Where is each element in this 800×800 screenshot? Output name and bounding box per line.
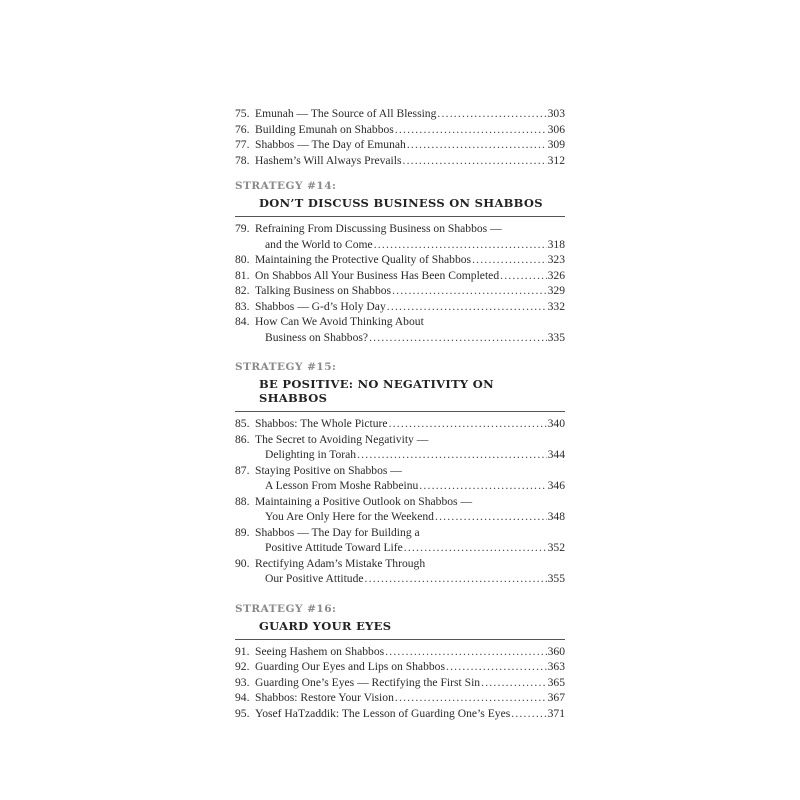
entry-line <box>255 509 565 525</box>
toc-entry <box>235 525 565 556</box>
strategy-label: STRATEGY #14: <box>235 180 337 192</box>
entry-line <box>255 314 565 330</box>
entry-title: The Secret to Avoiding Negativity — <box>255 432 429 446</box>
entry-line <box>255 525 565 541</box>
page-number: 318 <box>547 237 565 251</box>
section-divider <box>235 411 565 412</box>
entry-line <box>255 330 565 346</box>
entry-line <box>255 432 565 448</box>
section-title: DON’T DISCUSS BUSINESS ON SHABBOS <box>259 196 543 210</box>
entry-line <box>255 252 565 268</box>
toc-entry <box>235 268 565 284</box>
dot-leader <box>385 644 546 660</box>
toc-entry <box>235 659 565 675</box>
entry-number: 86. <box>235 432 250 446</box>
entry-line <box>255 556 565 572</box>
entry-title: Shabbos — The Day for Building a <box>255 525 420 539</box>
entry-body <box>255 137 565 153</box>
entry-body <box>255 525 565 556</box>
entry-number: 83. <box>235 299 250 313</box>
page-number: 303 <box>547 107 565 120</box>
entry-body <box>255 106 565 122</box>
page-number: 306 <box>547 122 565 136</box>
entry-body <box>255 463 565 494</box>
entry-title: Shabbos: The Whole Picture <box>255 417 388 430</box>
entry-number: 75. <box>235 107 250 120</box>
entry-body <box>255 644 565 660</box>
dot-leader <box>472 252 547 268</box>
entry-number: 90. <box>235 556 250 570</box>
entry-title: Guarding One’s Eyes — Rectifying the First Sin <box>255 675 481 689</box>
entry-title: On Shabbos All Your Business Has Been Completed <box>255 268 500 282</box>
entry-title: Emunah — The Source of All Blessing <box>255 107 437 120</box>
entry-number: 91. <box>235 644 250 658</box>
entry-number: 76. <box>235 122 250 136</box>
table-of-contents <box>235 106 565 721</box>
toc-entry <box>235 299 565 315</box>
entry-number: 78. <box>235 153 250 167</box>
entry-number: 95. <box>235 706 250 720</box>
entry-number: 93. <box>235 675 250 689</box>
entry-body <box>255 153 565 169</box>
entry-line <box>255 122 565 138</box>
page-number: 309 <box>547 138 565 151</box>
dot-leader <box>369 330 547 346</box>
toc-entry <box>235 494 565 525</box>
entry-title: How Can We Avoid Thinking About <box>255 315 424 328</box>
entry-body <box>255 556 565 587</box>
toc-entry <box>235 314 565 345</box>
page-number: 346 <box>547 479 565 492</box>
toc-entry <box>235 283 565 299</box>
page-number: 335 <box>547 330 565 344</box>
toc-section <box>235 106 565 168</box>
toc-section <box>235 361 565 587</box>
entry-line <box>255 237 565 253</box>
page-number: 323 <box>547 253 565 266</box>
dot-leader <box>389 416 547 432</box>
entry-title: Guarding Our Eyes and Lips on Shabbos <box>255 660 445 673</box>
toc-entry <box>235 252 565 268</box>
dot-leader <box>437 106 546 122</box>
entry-line <box>255 644 565 660</box>
dot-leader <box>395 122 547 138</box>
dot-leader <box>404 540 547 556</box>
entry-line <box>255 706 565 722</box>
entry-title: Positive Attitude Toward Life <box>265 541 403 554</box>
entry-number: 77. <box>235 138 250 151</box>
toc-entry <box>235 122 565 138</box>
section-divider <box>235 639 565 640</box>
entry-line <box>255 268 565 284</box>
entry-number: 88. <box>235 494 250 508</box>
entry-body <box>255 122 565 138</box>
entry-number: 81. <box>235 268 250 282</box>
entry-line <box>255 690 565 706</box>
section-title: GUARD YOUR EYES <box>259 618 392 633</box>
dot-leader <box>481 675 547 691</box>
entry-body <box>255 494 565 525</box>
dot-leader <box>419 478 546 494</box>
page-number: 326 <box>547 268 565 282</box>
entry-line <box>255 283 565 299</box>
entry-title: Shabbos — G-d’s Holy Day <box>255 299 386 313</box>
dot-leader <box>446 659 547 675</box>
entry-line <box>255 416 565 432</box>
entry-title: Our Positive Attitude <box>265 572 364 585</box>
dot-leader <box>511 706 546 722</box>
dot-leader <box>402 153 546 169</box>
entry-line <box>255 221 565 237</box>
entry-body <box>255 432 565 463</box>
strategy-label: STRATEGY #16: <box>235 602 337 615</box>
entry-number: 87. <box>235 463 250 477</box>
page-number: 332 <box>547 299 565 313</box>
toc-entry <box>235 416 565 432</box>
dot-leader <box>365 571 547 587</box>
entry-title: Building Emunah on Shabbos <box>255 122 394 136</box>
toc-entry <box>235 690 565 706</box>
dot-leader <box>357 447 547 463</box>
entry-title: Shabbos: Restore Your Vision <box>255 691 394 704</box>
toc-entry <box>235 137 565 153</box>
section-title: BE POSITIVE: NO NEGATIVITY ON SHABBOS <box>259 377 494 405</box>
entry-number: 89. <box>235 525 250 539</box>
toc-entry <box>235 463 565 494</box>
entry-line <box>255 540 565 556</box>
toc-entry <box>235 106 565 122</box>
entry-line <box>255 153 565 169</box>
entry-title: Maintaining the Protective Quality of Shabbos <box>255 253 472 266</box>
entry-body <box>255 221 565 252</box>
entry-body <box>255 706 565 722</box>
entry-title: Yosef HaTzaddik: The Lesson of Guarding One’s Eyes <box>255 706 511 720</box>
page-number: 348 <box>547 510 565 523</box>
entry-title: A Lesson From Moshe Rabbeinu <box>265 479 419 492</box>
entry-title: Shabbos — The Day of Emunah <box>255 138 406 151</box>
entry-title: Delighting in Torah <box>265 448 357 461</box>
entry-line <box>255 571 565 587</box>
page-number: 371 <box>547 706 565 720</box>
entry-line <box>255 659 565 675</box>
dot-leader <box>387 299 547 315</box>
entry-number: 79. <box>235 222 250 235</box>
toc-entry <box>235 221 565 252</box>
entry-line <box>255 494 565 510</box>
entry-title: You Are Only Here for the Weekend <box>265 510 434 523</box>
entry-line <box>255 299 565 315</box>
toc-entry <box>235 675 565 691</box>
entry-title: Business on Shabbos? <box>265 330 369 344</box>
entry-line <box>255 106 565 122</box>
toc-entry <box>235 153 565 169</box>
page-number: 355 <box>547 572 565 585</box>
entry-body <box>255 252 565 268</box>
toc-entry <box>235 706 565 722</box>
toc-entry <box>235 556 565 587</box>
page-number: 312 <box>547 153 565 167</box>
entry-number: 84. <box>235 315 250 328</box>
entry-body <box>255 416 565 432</box>
entry-number: 80. <box>235 253 250 266</box>
entry-line <box>255 447 565 463</box>
entry-title: Staying Positive on Shabbos — <box>255 463 402 477</box>
entry-line <box>255 137 565 153</box>
entry-title: Seeing Hashem on Shabbos <box>255 644 385 658</box>
dot-leader <box>407 137 547 153</box>
entry-title: Hashem’s Will Always Prevails <box>255 153 402 167</box>
entry-body <box>255 659 565 675</box>
page-number: 340 <box>547 417 565 430</box>
entry-number: 94. <box>235 691 250 704</box>
entry-body <box>255 268 565 284</box>
entry-title: Talking Business on Shabbos <box>255 284 392 297</box>
entry-body <box>255 690 565 706</box>
section-divider <box>235 216 565 217</box>
page-number: 352 <box>547 541 565 554</box>
entry-title: Maintaining a Positive Outlook on Shabbos — <box>255 494 473 508</box>
entry-body <box>255 314 565 345</box>
page-number: 329 <box>547 284 565 297</box>
page-number: 360 <box>547 644 565 658</box>
page-number: 344 <box>547 448 565 461</box>
toc-entry <box>235 644 565 660</box>
entry-title: Refraining From Discussing Business on Shabbos — <box>255 222 502 235</box>
dot-leader <box>395 690 547 706</box>
entry-number: 92. <box>235 660 250 673</box>
entry-number: 85. <box>235 417 250 430</box>
dot-leader <box>392 283 547 299</box>
entry-line <box>255 675 565 691</box>
toc-section <box>235 180 565 345</box>
entry-line <box>255 478 565 494</box>
page-number: 363 <box>547 660 565 673</box>
toc-entry <box>235 432 565 463</box>
entry-number: 82. <box>235 284 250 297</box>
toc-section <box>235 603 565 722</box>
entry-body <box>255 283 565 299</box>
entry-line <box>255 463 565 479</box>
strategy-label: STRATEGY #15: <box>235 361 337 373</box>
dot-leader <box>500 268 546 284</box>
dot-leader <box>374 237 547 253</box>
entry-body <box>255 299 565 315</box>
entry-title: and the World to Come <box>265 237 373 251</box>
entry-title: Rectifying Adam’s Mistake Through <box>255 556 426 570</box>
page-number: 367 <box>547 691 565 704</box>
page-number: 365 <box>547 675 565 689</box>
entry-body <box>255 675 565 691</box>
dot-leader <box>435 509 547 525</box>
